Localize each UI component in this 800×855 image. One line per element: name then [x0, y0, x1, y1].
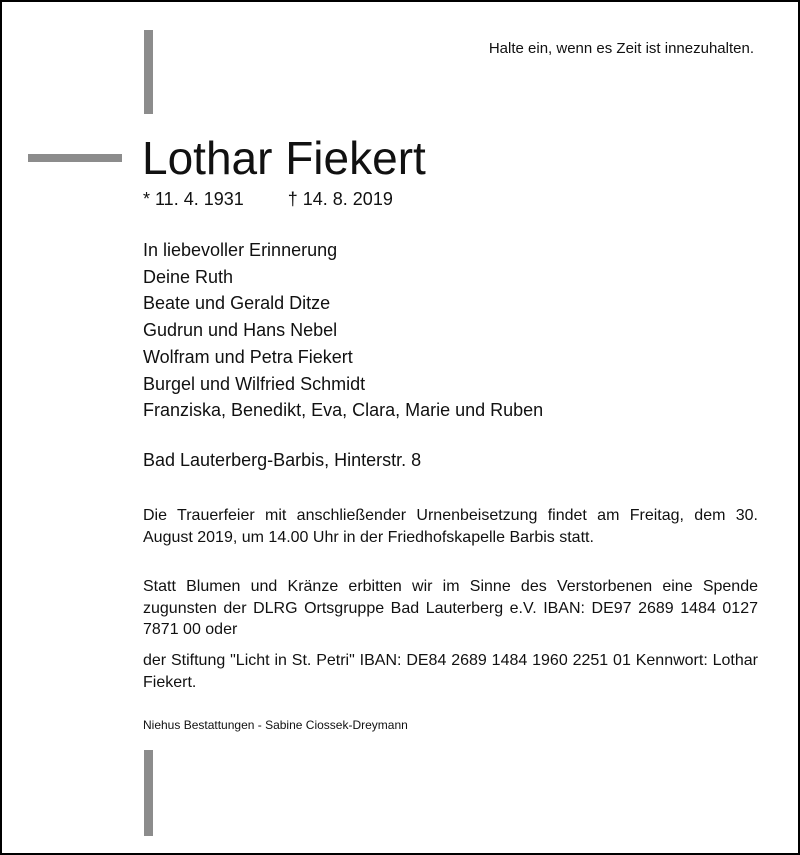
mourners-list: [143, 237, 543, 424]
mourners-line: In liebevoller Erinnerung: [143, 240, 338, 260]
donation-paragraph: Statt Blumen und Kränze erbitten wir im Sinne des Verstorbenen eine Spende zugunsten der DLRG Ortsgruppe Bad Lauterberg e.V. IBAN: DE97 2689 1484 0127 7871 00 oder: [143, 578, 758, 638]
family-address: Bad Lauterberg-Barbis, Hinterstr. 8: [143, 450, 422, 470]
deceased-name: Lothar Fiekert: [142, 132, 426, 184]
decorative-horizontal-bar: [28, 154, 122, 162]
motto-text: Halte ein, wenn es Zeit ist innezuhalten.: [488, 40, 754, 57]
death-date: † 14. 8. 2019: [287, 189, 393, 209]
undertaker-credit: Niehus Bestattungen - Sabine Ciossek-Dreymann: [143, 718, 408, 732]
birth-date: * 11. 4. 1931: [143, 189, 244, 209]
mourners-line: Burgel und Wilfried Schmidt: [143, 373, 366, 394]
decorative-vertical-bar-bottom: [144, 750, 153, 836]
ceremony-paragraph: Die Trauerfeier mit anschließender Urnenbeisetzung findet am Freitag, dem 30. August 2019, um 14.00 Uhr in der Friedhofskapelle Barbis statt.: [143, 507, 758, 546]
mourners-line: Wolfram und Petra Fiekert: [143, 346, 353, 367]
mourners-line: Franziska, Benedikt, Eva, Clara, Marie und Ruben: [143, 400, 544, 421]
mourners-line: Gudrun und Hans Nebel: [143, 320, 338, 341]
life-dates: [143, 189, 393, 210]
donation-paragraph-continued: der Stiftung "Licht in St. Petri" IBAN: DE84 2689 1484 1960 2251 01 Kennwort: Lothar Fiekert.: [143, 652, 758, 691]
decorative-vertical-bar-top: [144, 30, 153, 114]
mourners-line: Beate und Gerald Ditze: [143, 293, 331, 314]
mourners-line: Deine Ruth: [143, 266, 234, 287]
